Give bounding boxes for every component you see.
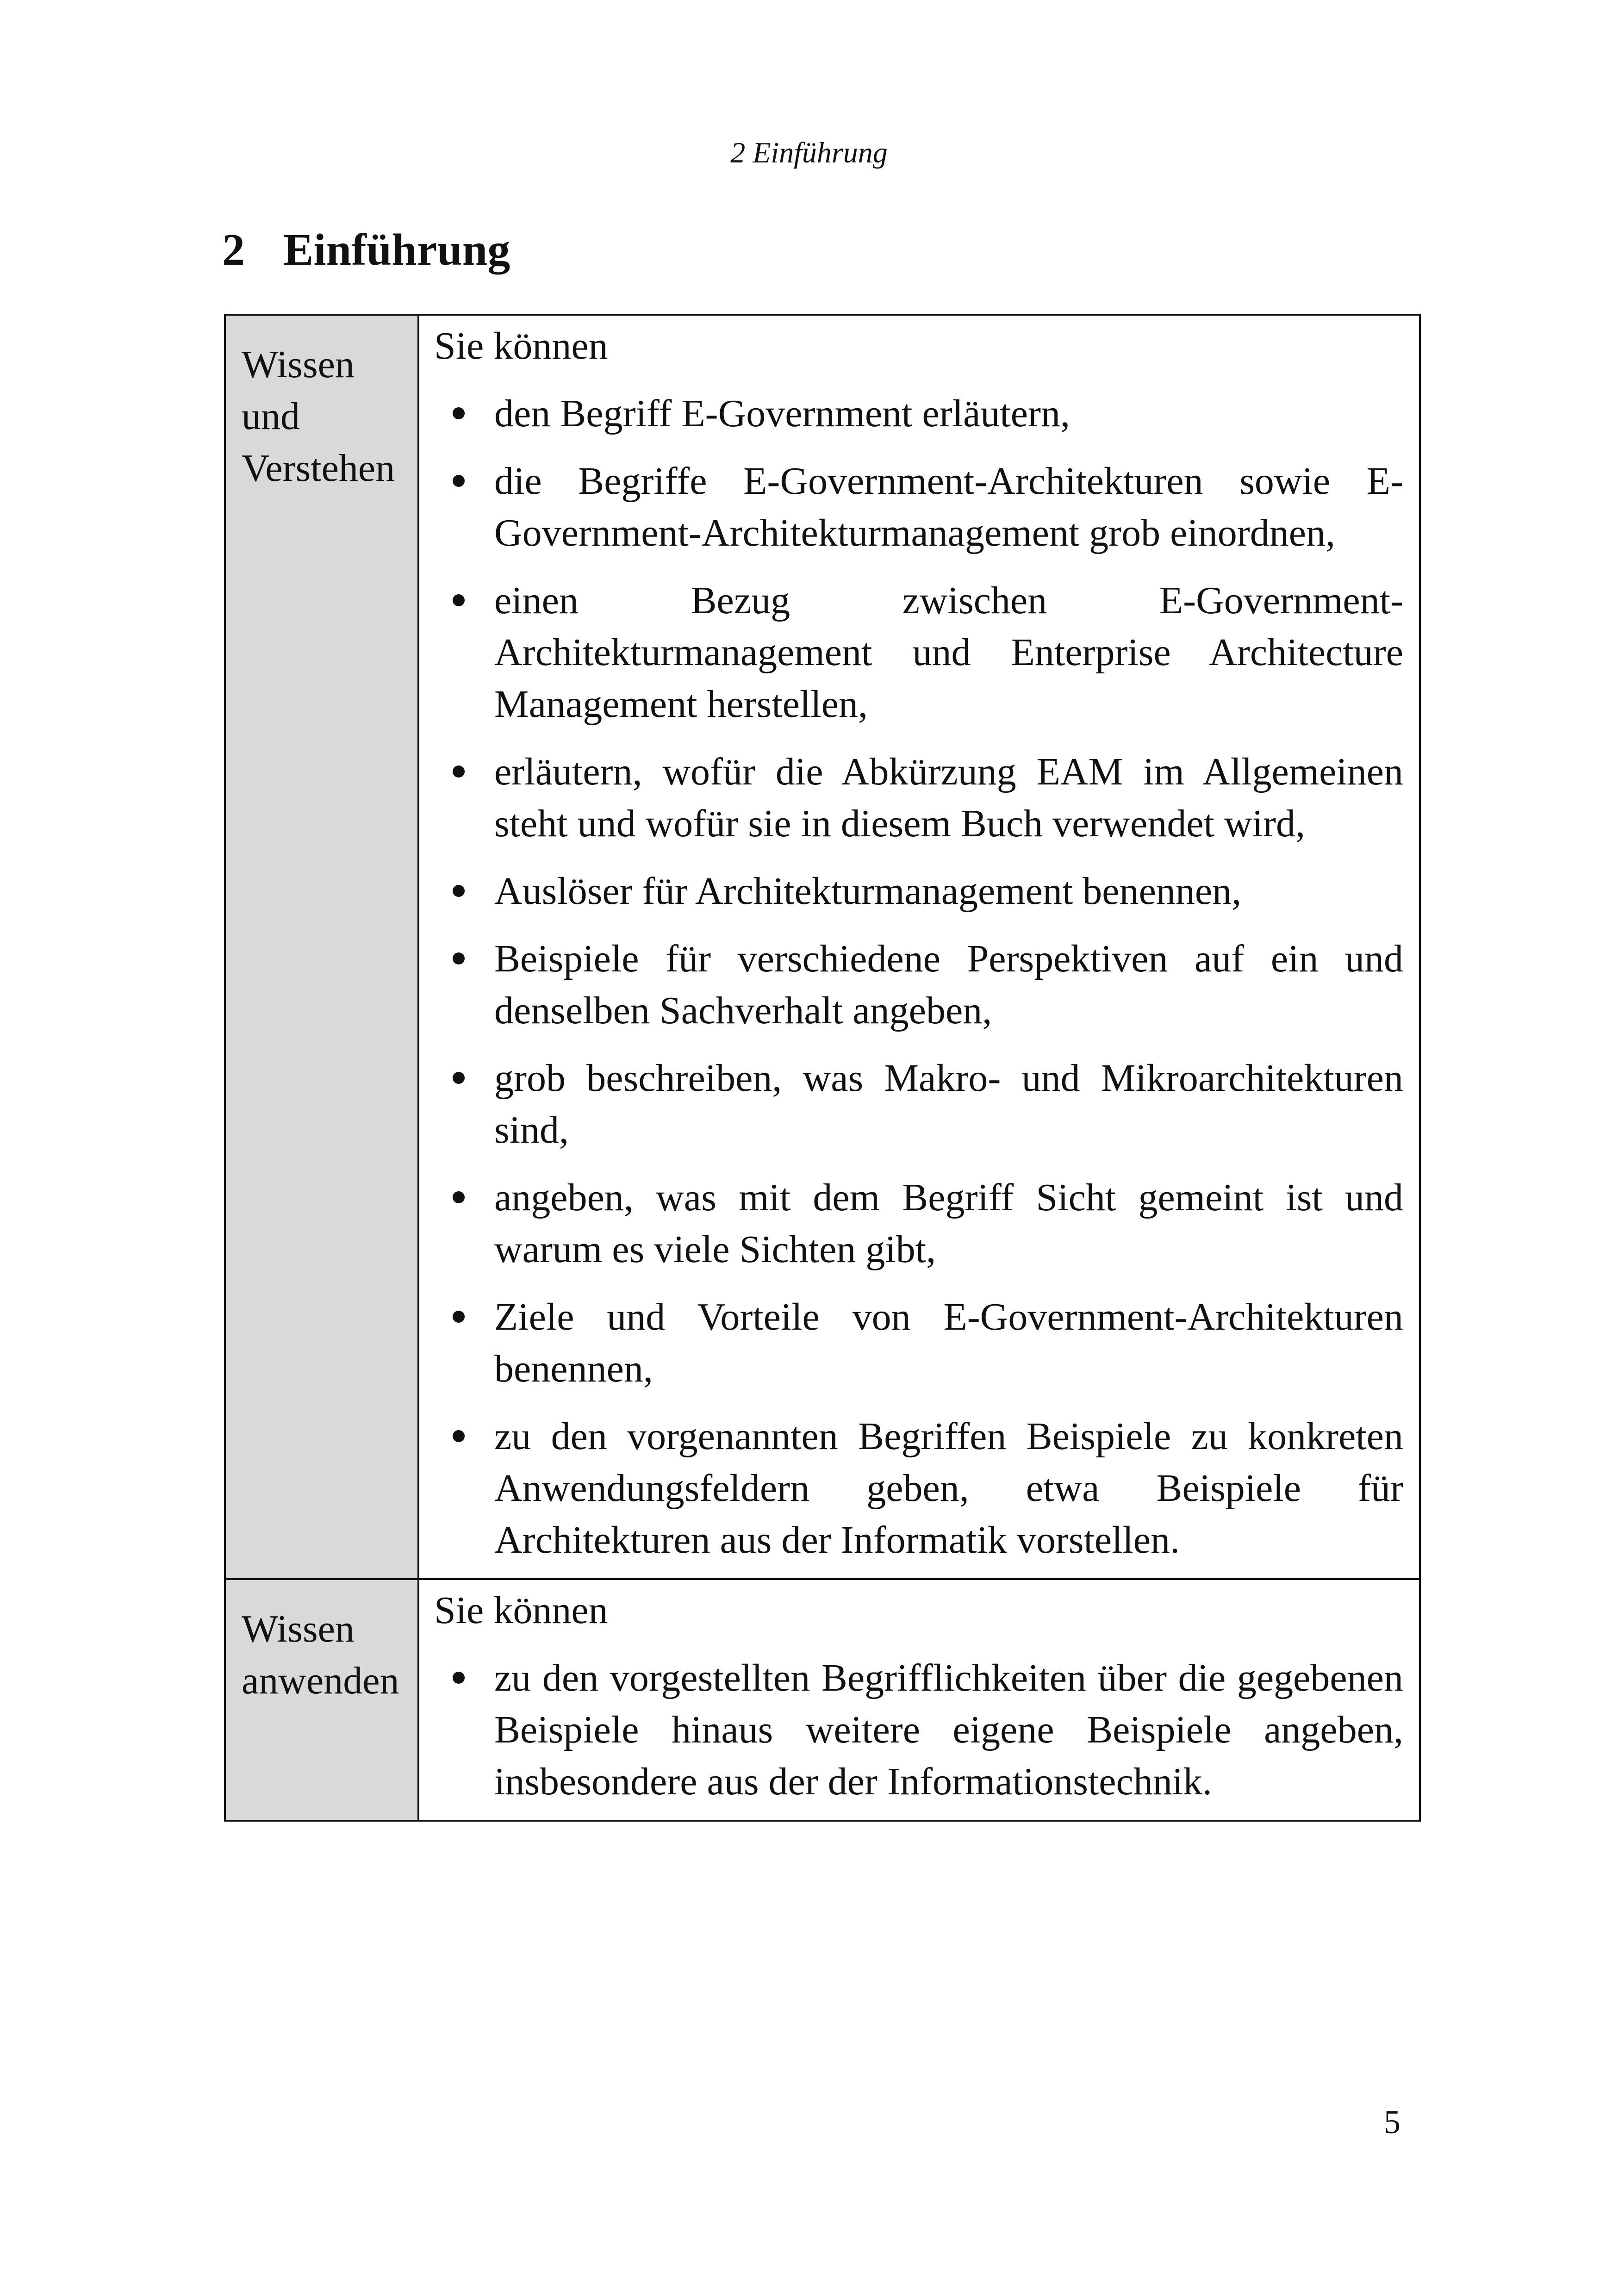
row-label-line: Wissen [242,343,355,386]
objectives-row-wissen-anwenden [225,1579,1420,1821]
objective-item [434,455,1403,559]
bullet-icon [453,1430,465,1442]
bullet-icon [453,1311,465,1323]
objective-item [434,746,1403,850]
objective-text: die Begriffe E-Government-Architekturen sowie E-Government-Architekturmanagement grob einordnen, [494,460,1403,554]
objective-item [434,933,1403,1037]
bullet-icon [453,594,465,606]
row-label-cell [225,1579,418,1821]
bullet-icon [453,407,465,419]
bullet-icon [453,475,465,487]
objective-text: erläutern, wofür die Abkürzung EAM im Allgemeinen steht und wofür sie in diesem Buch verwendet wird, [494,750,1403,845]
row-label-line: anwenden [242,1659,399,1702]
bullet-icon [453,885,465,897]
objective-text: zu den vorgestellten Begrifflichkeiten über die gegebenen Beispiele hinaus weitere eigene Beispiele angeben, insbesondere aus der der Informationstechnik. [494,1656,1403,1803]
objective-item [434,1172,1403,1276]
intro-text: Sie können [434,324,608,367]
bullet-icon [453,765,465,778]
page-number: 5 [1384,2103,1400,2140]
bullet-icon [453,1191,465,1203]
row-label-line: Verstehen [242,447,395,490]
objective-item [434,575,1403,730]
row-content-cell [418,1579,1420,1821]
learning-objectives-table [224,314,1421,1822]
objective-text: zu den vorgenannten Begriffen Beispiele zu konkreten Anwendungsfeldern geben, etwa Beispiele für Architekturen aus der Informatik vorstellen. [494,1415,1403,1562]
objective-list [434,1652,1403,1808]
row-content-cell [418,315,1420,1579]
chapter-heading [222,222,510,278]
objective-text: angeben, was mit dem Begriff Sicht gemeint ist und warum es viele Sichten gibt, [494,1176,1403,1271]
objective-text: grob beschreiben, was Makro- und Mikroarchitekturen sind, [494,1057,1403,1151]
row-label-cell [225,315,418,1579]
bullet-icon [453,952,465,964]
chapter-number: 2 [222,225,245,275]
objective-text: Auslöser für Architekturmanagement benennen, [494,870,1242,913]
objective-text: den Begriff E-Government erläutern, [494,392,1070,435]
row-label-line: Wissen [242,1607,355,1650]
objective-item [434,388,1403,440]
running-header: 2 Einführung [730,136,888,169]
objective-item [434,865,1403,917]
objective-item [434,1291,1403,1395]
objective-item [434,1052,1403,1156]
chapter-title: Einführung [283,225,510,275]
objective-list [434,388,1403,1566]
objective-text: Beispiele für verschiedene Perspektiven auf ein und denselben Sachverhalt angeben, [494,937,1403,1032]
bullet-icon [453,1672,465,1684]
objective-text: einen Bezug zwischen E-Government-Architekturmanagement und Enterprise Architecture Management herstellen, [494,579,1403,726]
bullet-icon [453,1072,465,1084]
row-label-line: und [242,395,300,438]
objective-text: Ziele und Vorteile von E-Government-Architekturen benennen, [494,1295,1403,1390]
objective-item [434,1411,1403,1566]
objectives-row-wissen-und-verstehen [225,315,1420,1579]
intro-text: Sie können [434,1589,608,1632]
objective-item [434,1652,1403,1808]
